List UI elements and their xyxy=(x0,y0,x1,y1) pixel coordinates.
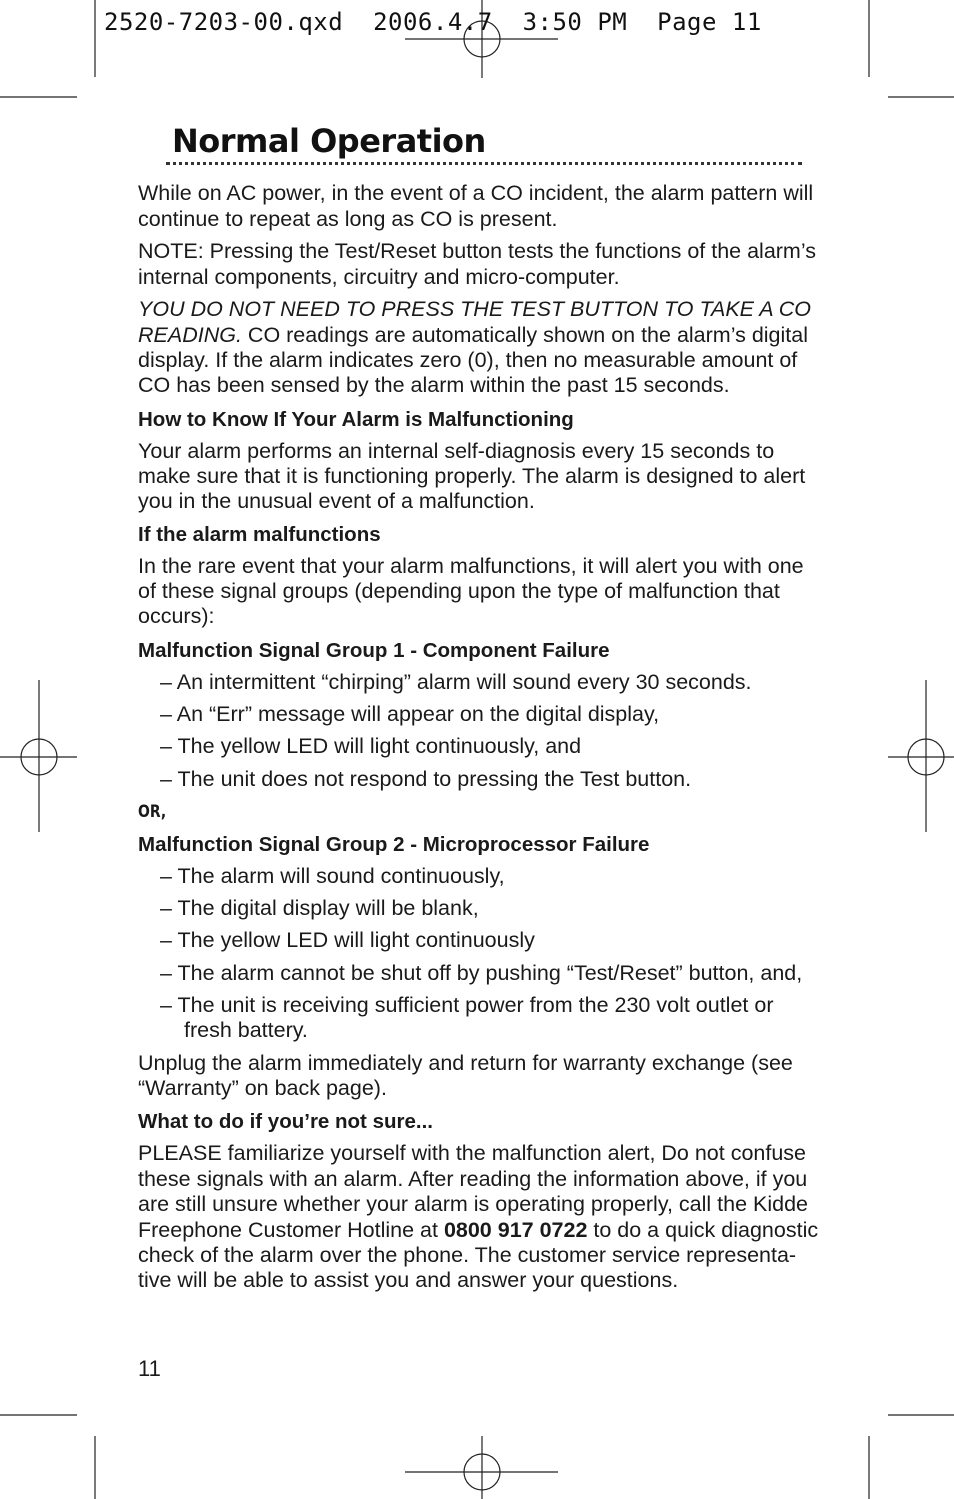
list-item: – An “Err” message will appear on the digital display, xyxy=(160,702,660,726)
paragraph-line: display. If the alarm indicates zero (0), then no measurable amount of xyxy=(138,348,798,372)
paragraph-line: CO has been sensed by the alarm within the past 15 seconds. xyxy=(138,373,730,397)
paragraph-text: CO readings are automatically shown on the alarm’s digital xyxy=(241,323,808,347)
list-item: – The unit is receiving sufficient power from the 230 volt outlet or xyxy=(160,993,774,1017)
paragraph-line: PLEASE familiarize yourself with the malfunction alert, Do not confuse xyxy=(138,1141,807,1165)
list-item: – The alarm will sound continuously, xyxy=(160,864,505,888)
page-number: 11 xyxy=(138,1356,161,1381)
section-heading: How to Know If Your Alarm is Malfunctioning xyxy=(138,408,574,431)
paragraph-line xyxy=(138,323,808,348)
paragraph-line: Your alarm performs an internal self-diagnosis every 15 seconds to xyxy=(138,439,775,463)
list-item: – The digital display will be blank, xyxy=(160,896,479,920)
paragraph-line: “Warranty” on back page). xyxy=(138,1076,387,1100)
section-heading: Malfunction Signal Group 2 - Microprocessor Failure xyxy=(138,833,650,856)
paragraph-text: to do a quick diagnostic xyxy=(587,1218,819,1242)
section-heading: If the alarm malfunctions xyxy=(138,523,381,546)
paragraph-text: Freephone Customer Hotline at xyxy=(138,1218,444,1242)
paragraph-line: tive will be able to assist you and answer your questions. xyxy=(138,1268,679,1292)
paragraph-line: While on AC power, in the event of a CO incident, the alarm pattern will xyxy=(138,181,814,205)
paragraph-line: check of the alarm over the phone. The customer service representa- xyxy=(138,1243,797,1267)
emphasis-line: YOU DO NOT NEED TO PRESS THE TEST BUTTON TO TAKE A CO xyxy=(138,297,811,321)
section-heading: Malfunction Signal Group 1 - Component Failure xyxy=(138,639,610,662)
paragraph-line: In the rare event that your alarm malfunctions, it will alert you with one xyxy=(138,554,804,578)
section-heading: What to do if you’re not sure... xyxy=(138,1110,433,1133)
hotline-phone-number: 0800 917 0722 xyxy=(443,1218,588,1242)
file-slug-line: 2520-7203-00.qxd 2006.4.7 3:50 PM Page 11 xyxy=(104,8,762,36)
paragraph-line: of these signal groups (depending upon the type of malfunction that xyxy=(138,579,780,603)
paragraph-line: you in the unusual event of a malfunction. xyxy=(138,489,535,513)
paragraph-line: continue to repeat as long as CO is present. xyxy=(138,207,558,231)
list-item: – An intermittent “chirping” alarm will sound every 30 seconds. xyxy=(160,670,752,694)
list-item-continuation: fresh battery. xyxy=(184,1018,308,1042)
emphasis-text: READING. xyxy=(138,323,242,347)
or-separator: OR, xyxy=(138,802,167,822)
list-item: – The alarm cannot be shut off by pushing “Test/Reset” button, and, xyxy=(160,961,803,985)
note-line: NOTE: Pressing the Test/Reset button tests the functions of the alarm’s xyxy=(138,239,816,263)
note-line: internal components, circuitry and micro-computer. xyxy=(138,265,620,289)
paragraph-line: are still unsure whether your alarm is operating properly, call the Kidde xyxy=(138,1192,809,1216)
page-title: Normal Operation xyxy=(172,122,486,160)
list-item: – The yellow LED will light continuously xyxy=(160,928,535,952)
paragraph-line xyxy=(138,1218,818,1243)
paragraph-line: these signals with an alarm. After reading the information above, if you xyxy=(138,1167,808,1191)
paragraph-line: occurs): xyxy=(138,604,215,628)
list-item: – The unit does not respond to pressing the Test button. xyxy=(160,767,692,791)
paragraph-line: make sure that it is functioning properly. The alarm is designed to alert xyxy=(138,464,806,488)
paragraph-line: Unplug the alarm immediately and return for warranty exchange (see xyxy=(138,1051,793,1075)
title-dotted-rule xyxy=(166,162,802,165)
list-item: – The yellow LED will light continuously, and xyxy=(160,734,582,758)
